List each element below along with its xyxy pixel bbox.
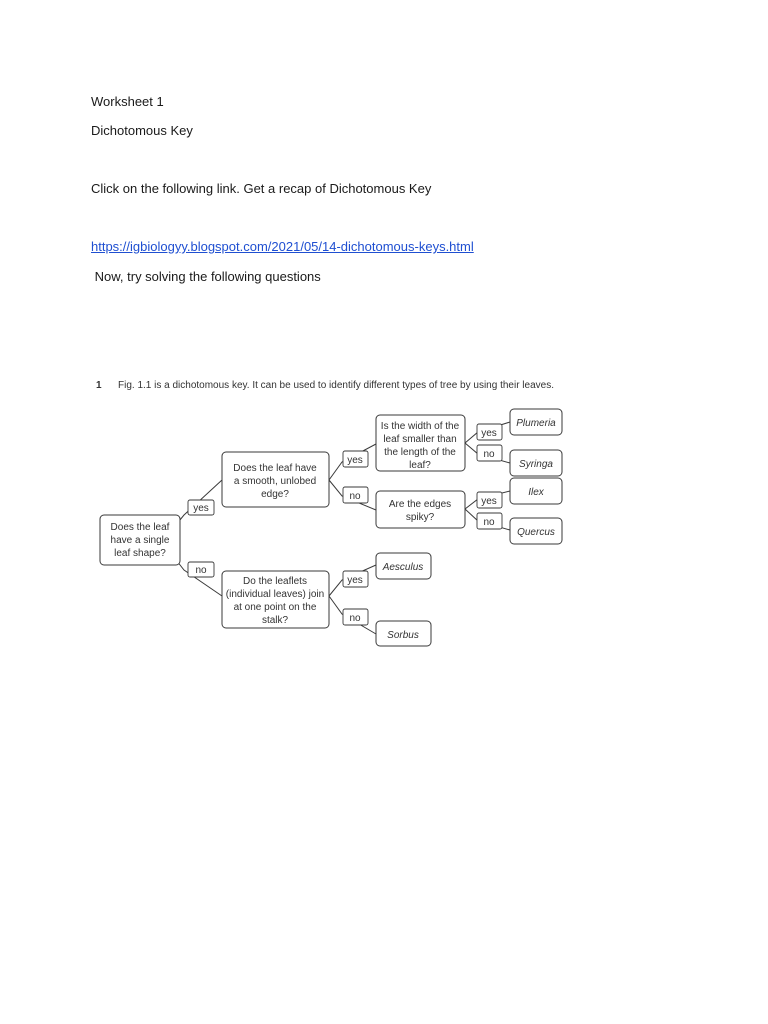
prompt-text: Now, try solving the following questions [91,269,321,284]
q3-line-2: (individual leaves) join [225,589,325,600]
svg-text:yes: yes [193,503,209,514]
recap-link[interactable]: https://igbiologyy.blogspot.com/2021/05/14-dichotomous-keys.html [91,239,474,254]
key-node-q5 [376,491,465,528]
branch-label-q2-yes [343,451,368,467]
q2-line-2: a smooth, unlobed [233,476,317,487]
branch-label-q3-no [343,609,368,625]
q1-line-2: have a single [110,535,170,546]
worksheet-subtitle: Dichotomous Key [91,123,193,138]
species-node-sorbus [376,621,431,646]
q4-line-2: leaf smaller than [383,434,457,445]
branch-label-q2-no [343,487,368,503]
key-node-q1 [100,515,180,565]
species-syringa: Syringa [519,459,553,470]
species-node-aesculus [376,553,431,579]
svg-text:yes: yes [347,575,363,586]
species-ilex: Ilex [528,487,544,498]
branch-label-q4-no [477,445,502,461]
species-node-syringa [510,450,562,476]
q1-line-1: Does the leaf [110,522,170,533]
branch-label-q4-yes [477,424,502,440]
worksheet-title: Worksheet 1 [91,94,164,109]
svg-text:no: no [195,565,207,576]
figure-caption: Fig. 1.1 is a dichotomous key. It can be used to identify different types of tree by using their leaves. [118,380,554,391]
branch-label-q5-no [477,513,502,529]
svg-text:no: no [483,449,495,460]
species-sorbus: Sorbus [387,630,419,641]
q1-line-3: leaf shape? [114,548,166,559]
svg-text:no: no [349,491,361,502]
branch-label-q1-yes [188,500,214,515]
dichotomous-key-figure [94,372,574,652]
q4-line-1: Is the width of the [380,421,460,432]
q2-line-1: Does the leaf have [233,463,317,474]
species-aesculus: Aesculus [382,562,424,573]
q3-line-4: stalk? [261,615,289,626]
question-number: 1 [96,380,102,391]
q5-line-1: Are the edges [388,499,452,510]
species-node-ilex [510,478,562,504]
instruction-text: Click on the following link. Get a recap of Dichotomous Key [91,181,432,196]
svg-text:no: no [483,517,495,528]
branch-label-q1-no [188,562,214,577]
q4-line-3: the length of the [384,447,456,458]
species-node-quercus [510,518,562,544]
key-node-q3 [222,571,329,628]
branch-label-q3-yes [343,571,368,587]
svg-text:yes: yes [347,455,363,466]
species-quercus: Quercus [517,527,555,538]
key-node-q2 [222,452,329,507]
key-node-q4 [376,415,465,471]
q3-line-3: at one point on the [233,602,317,613]
species-node-plumeria [510,409,562,435]
species-plumeria: Plumeria [516,418,556,429]
svg-text:yes: yes [481,496,497,507]
branch-label-q5-yes [477,492,502,508]
q4-line-4: leaf? [409,460,431,471]
q3-line-1: Do the leaflets [243,576,307,587]
q5-line-2: spiky? [405,512,435,523]
svg-text:no: no [349,613,361,624]
q2-line-3: edge? [261,489,289,500]
svg-text:yes: yes [481,428,497,439]
